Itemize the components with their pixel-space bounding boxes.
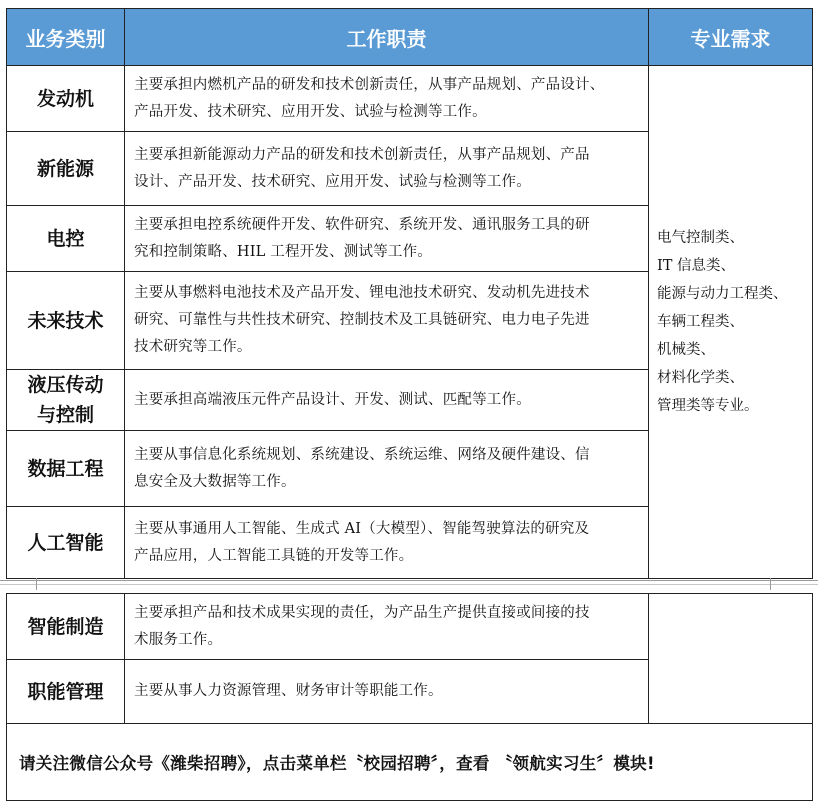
category-cell: 电控: [7, 206, 125, 272]
category-cell: 未来技术: [7, 272, 125, 370]
category-cell: 发动机: [7, 66, 125, 132]
positions-table: [6, 8, 813, 579]
duty-cell: 主要承担电控系统硬件开发、软件研究、系统开发、通讯服务工具的研 究和控制策略、HIL 工程开发、测试等工作。: [125, 206, 649, 272]
requirement-item: 电气控制类、: [657, 230, 744, 246]
table-row: [7, 66, 813, 132]
page-break-divider: [0, 578, 818, 590]
requirements-cell: [649, 66, 813, 579]
category-cell: 职能管理: [7, 660, 125, 724]
duty-cell: 主要承担高端液压元件产品设计、开发、测试、匹配等工作。: [125, 370, 649, 431]
duty-cell: 主要承担产品和技术成果实现的责任，为产品生产提供直接或间接的技 术服务工作。: [125, 594, 649, 660]
category-cell: 智能制造: [7, 594, 125, 660]
requirement-item: 材料化学类、: [657, 370, 744, 386]
requirement-item: 能源与动力工程类、: [657, 286, 788, 302]
category-cell: 液压传动 与控制: [7, 370, 125, 431]
duty-cell: 主要承担内燃机产品的研发和技术创新责任，从事产品规划、产品设计、 产品开发、技术研究、应用开发、试验与检测等工作。: [125, 66, 649, 132]
duty-cell: 主要从事人力资源管理、财务审计等职能工作。: [125, 660, 649, 724]
requirements-cell-empty: [649, 594, 813, 724]
category-cell: 数据工程: [7, 431, 125, 507]
requirement-item: IT 信息类、: [657, 258, 736, 274]
header-category: 业务类别: [7, 9, 125, 66]
table-header-row: [7, 9, 813, 66]
header-requirements: 专业需求: [649, 9, 813, 66]
duty-cell: 主要承担新能源动力产品的研发和技术创新责任，从事产品规划、产品 设计、产品开发、技术研究、应用开发、试验与检测等工作。: [125, 132, 649, 206]
notice-row: [7, 724, 813, 801]
category-cell: 人工智能: [7, 507, 125, 579]
positions-table-continued: [6, 593, 813, 801]
duty-cell: 主要从事燃料电池技术及产品开发、锂电池技术研究、发动机先进技术 研究、可靠性与共性技术研究、控制技术及工具链研究、电力电子先进 技术研究等工作。: [125, 272, 649, 370]
wechat-notice: 请关注微信公众号《潍柴招聘》，点击菜单栏〝校园招聘〞，查看 〝领航实习生〞模块!: [7, 724, 813, 801]
requirement-item: 机械类、: [657, 342, 715, 358]
requirement-item: 管理类等专业。: [657, 398, 759, 414]
requirement-item: 车辆工程类、: [657, 314, 744, 330]
duty-cell: 主要从事通用人工智能、生成式 AI（大模型）、智能驾驶算法的研究及 产品应用，人工智能工具链的开发等工作。: [125, 507, 649, 579]
header-duties: 工作职责: [125, 9, 649, 66]
category-cell: 新能源: [7, 132, 125, 206]
duty-cell: 主要从事信息化系统规划、系统建设、系统运维、网络及硬件建设、信 息安全及大数据等工作。: [125, 431, 649, 507]
table-row: [7, 594, 813, 660]
